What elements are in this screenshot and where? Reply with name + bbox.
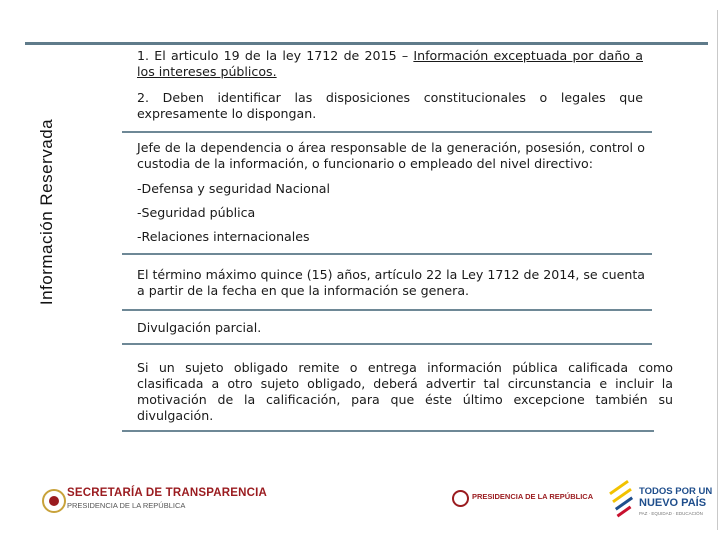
item-1-prefix: 1. El articulo 19 de la ley 1712 de 2015 – <box>137 48 414 63</box>
separator <box>122 131 652 133</box>
separator <box>122 343 652 345</box>
separator <box>122 309 652 311</box>
list-item-seguridad: -Seguridad pública <box>137 205 256 220</box>
secretaria-title: SECRETARÍA DE TRANSPARENCIA <box>67 487 268 499</box>
responsable-text: Jefe de la dependencia o área responsable de la generación, posesión, control o custodia de la información, o funcionario o empleado del nivel directivo: <box>137 140 645 171</box>
separator <box>122 430 654 432</box>
todos-line-2: NUEVO PAÍS <box>639 497 707 509</box>
top-rule <box>25 42 708 45</box>
item-1-underlined: Información exceptuada por daño a los intereses públicos. <box>137 48 643 79</box>
flag-ribbon-icon <box>608 482 636 518</box>
item-1 <box>137 48 643 80</box>
presidencia-label: PRESIDENCIA DE LA REPÚBLICA <box>472 492 594 501</box>
sujeto-text: Si un sujeto obligado remite o entrega información pública calificada como clasificada a otro sujeto obligado, deberá advertir tal circunstancia e incluir la motivación de la calificación, para que éste último excepcione también su divulgación. <box>137 360 673 423</box>
list-item-relaciones: -Relaciones internacionales <box>137 229 310 244</box>
separator <box>122 253 652 255</box>
todos-line-1: TODOS POR UN <box>639 486 713 497</box>
side-title: Información Reservada <box>37 118 56 306</box>
coat-of-arms-icon <box>42 489 66 513</box>
presidencia-seal-icon <box>452 490 469 507</box>
divulgacion-text: Divulgación parcial. <box>137 320 262 335</box>
page-border <box>717 10 718 530</box>
item-2: 2. Deben identificar las disposiciones constitucionales o legales que expresamente lo dispongan. <box>137 90 643 121</box>
list-item-defensa: -Defensa y seguridad Nacional <box>137 181 331 196</box>
footer <box>0 476 720 540</box>
secretaria-subtitle: PRESIDENCIA DE LA REPÚBLICA <box>67 501 186 510</box>
todos-line-3: PAZ · EQUIDAD · EDUCACIÓN <box>639 511 703 516</box>
termino-text: El término máximo quince (15) años, artículo 22 la Ley 1712 de 2014, se cuenta a partir de la fecha en que la información se genera. <box>137 267 645 298</box>
